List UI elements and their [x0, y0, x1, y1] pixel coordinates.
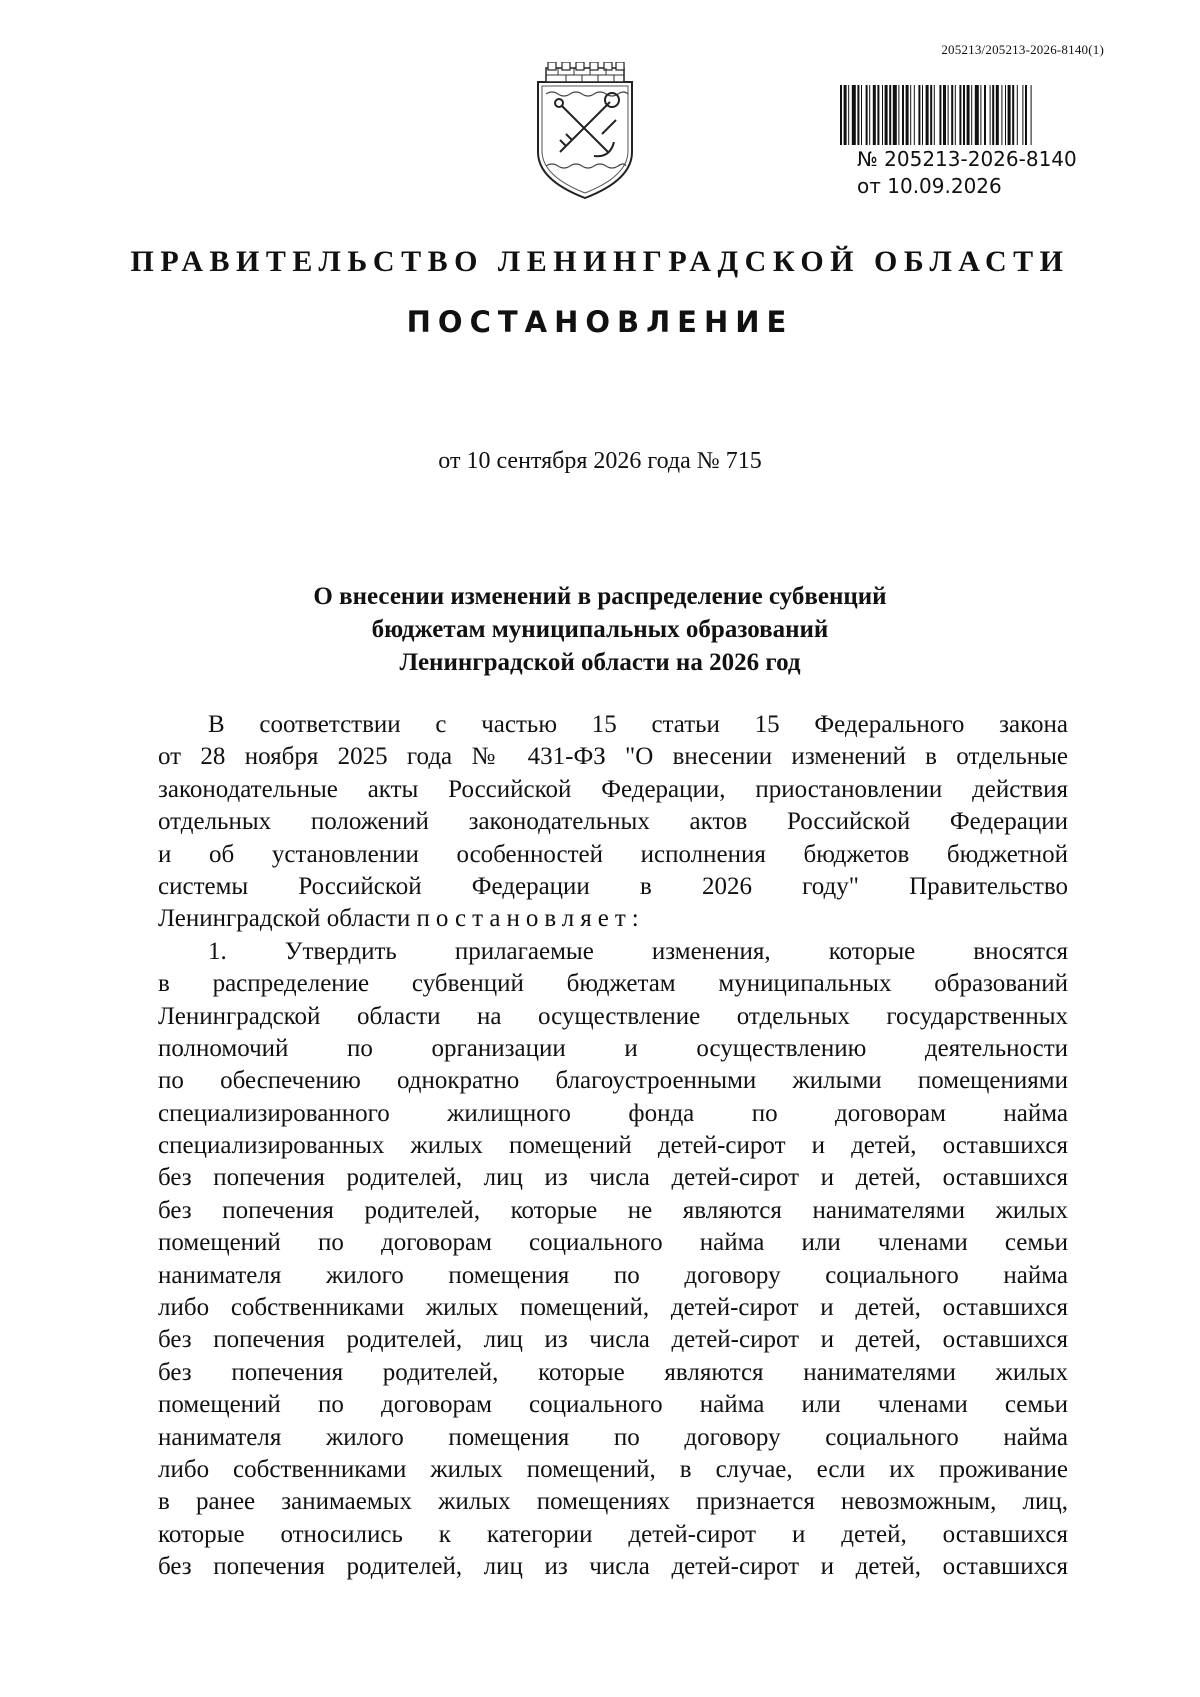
body-line: Ленинградской области на осуществление отдельных государственных: [158, 1002, 1068, 1030]
body-line: либо собственниками жилых помещений, в случае, если их проживание: [158, 1455, 1068, 1483]
body-line: 1. Утвердить прилагаемые изменения, которые вносятся: [208, 937, 1068, 965]
body-line: специализированного жилищного фонда по договорам найма: [158, 1099, 1068, 1127]
body-line: законодательные акты Российской Федерации, приостановлении действия: [158, 775, 1068, 803]
body-line: специализированных жилых помещений детей-сирот и детей, оставшихся: [158, 1132, 1068, 1160]
body-line: и об установлении особенностей исполнения бюджетов бюджетной: [158, 840, 1068, 868]
body-line: без попечения родителей, лиц из числа детей-сирот и детей, оставшихся: [158, 1553, 1068, 1581]
registration-number: № 205213-2026-8140: [857, 147, 1077, 171]
body-line: [158, 903, 1068, 935]
body-line: помещений по договорам социального найма или членами семьи: [158, 1391, 1068, 1419]
decree-body: [158, 709, 1068, 1584]
body-line: которые относились к категории детей-сирот и детей, оставшихся: [158, 1520, 1068, 1548]
resolves-word: постановляет:: [416, 905, 645, 933]
body-line: либо собственниками жилых помещений, детей-сирот и детей, оставшихся: [158, 1294, 1068, 1322]
subject-line: О внесении изменений в распределение субвенций: [313, 583, 887, 610]
body-line: в распределение субвенций бюджетам муниципальных образований: [158, 970, 1068, 998]
government-title: ПРАВИТЕЛЬСТВО ЛЕНИНГРАДСКОЙ ОБЛАСТИ: [130, 245, 1070, 278]
body-line: в ранее занимаемых жилых помещениях признается невозможным, лиц,: [158, 1488, 1068, 1516]
body-line: без попечения родителей, лиц из числа детей-сирот и детей, оставшихся: [158, 1164, 1068, 1192]
body-line: без попечения родителей, которые не являются нанимателями жилых: [158, 1196, 1068, 1224]
decree-date-number: от 10 сентября 2026 года № 715: [438, 448, 762, 474]
document-code: 205213/205213-2026-8140(1): [941, 42, 1104, 57]
body-line: от 28 ноября 2025 года № 431-ФЗ "О внесении изменений в отдельные: [158, 743, 1068, 771]
registration-date: от 10.09.2026: [857, 174, 1002, 198]
coat-of-arms-icon: [530, 62, 640, 202]
barcode-icon: [840, 85, 1105, 145]
decree-subject: [0, 580, 1200, 679]
body-line: помещений по договорам социального найма или членами семьи: [158, 1229, 1068, 1257]
body-line: полномочий по организации и осуществлению деятельности: [158, 1034, 1068, 1062]
body-line: без попечения родителей, лиц из числа детей-сирот и детей, оставшихся: [158, 1326, 1068, 1354]
body-line: нанимателя жилого помещения по договору социального найма: [158, 1261, 1068, 1289]
subject-line: Ленинградской области на 2026 год: [399, 649, 801, 676]
body-line: отдельных положений законодательных актов Российской Федерации: [158, 808, 1068, 836]
subject-line: бюджетам муниципальных образований: [371, 616, 829, 643]
body-line: системы Российской Федерации в 2026 году" Правительство: [158, 872, 1068, 900]
body-line: по обеспечению однократно благоустроенными жилыми помещениями: [158, 1067, 1068, 1095]
body-line: В соответствии с частью 15 статьи 15 Федерального закона: [208, 711, 1068, 738]
body-line-text: Ленинградской области: [158, 905, 411, 933]
document-type: ПОСТАНОВЛЕНИЕ: [406, 305, 794, 339]
body-line: нанимателя жилого помещения по договору социального найма: [158, 1423, 1068, 1451]
body-line: без попечения родителей, которые являются нанимателями жилых: [158, 1358, 1068, 1386]
